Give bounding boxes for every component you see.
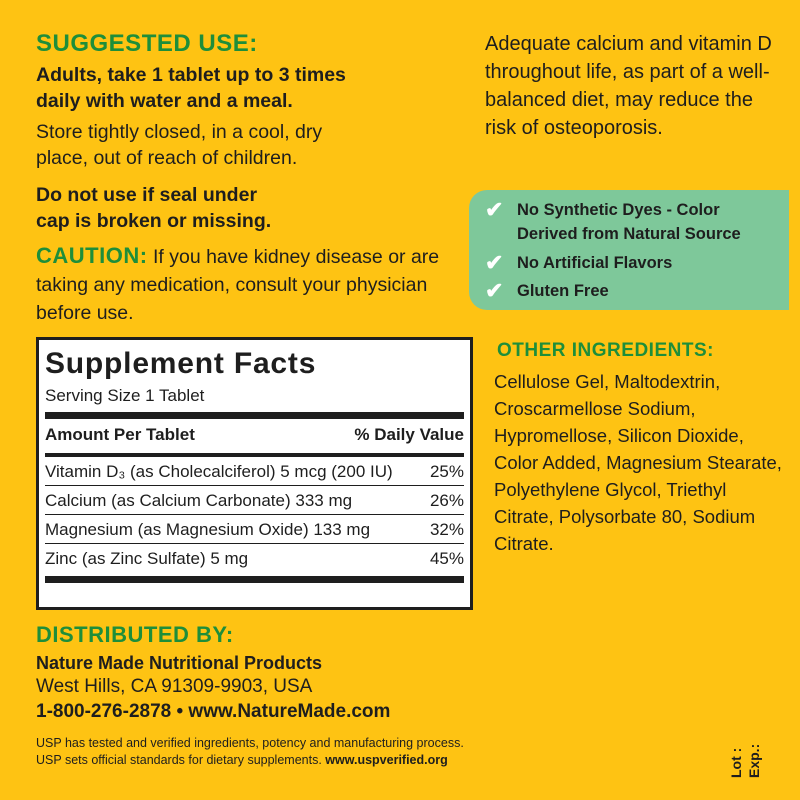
lot-label: Lot : (728, 747, 744, 778)
facts-row (45, 486, 464, 514)
nutrient-label: Vitamin D₃ (as Cholecalciferol) 5 mcg (200 IU) (45, 462, 393, 481)
usp-line-2: USP sets official standards for dietary supplements. (36, 753, 322, 767)
storage-text: Store tightly closed, in a cool, dry place, out of reach of children. (36, 121, 323, 169)
divider (45, 412, 464, 419)
claims-panel (469, 190, 789, 310)
facts-row (45, 457, 464, 485)
company-address: West Hills, CA 91309-9903, USA (36, 676, 313, 697)
nutrient-label: Magnesium (as Magnesium Oxide) 133 mg (45, 520, 371, 539)
company-name: Nature Made Nutritional Products (36, 653, 323, 673)
facts-row (45, 515, 464, 543)
caution-heading: CAUTION: (36, 243, 148, 268)
nutrient-dv: 25% (429, 462, 464, 481)
check-icon: ✔ (485, 250, 504, 275)
claim-item (485, 198, 741, 246)
company-contact: 1-800-276-2878 • www.NatureMade.com (36, 701, 391, 722)
nutrient-dv: 45% (429, 549, 464, 568)
serving-size: Serving Size 1 Tablet (45, 386, 205, 405)
claim-item (485, 279, 609, 303)
claim-item (485, 251, 672, 275)
other-ingredients-text: Cellulose Gel, Maltodextrin, Croscarmellose Sodium, Hypromellose, Silicon Dioxide, Color Added, Magnesium Stearate, Polyethylene Glycol, Triethyl Citrate, Polysorbate 80, Sodium Citrate. (494, 371, 782, 554)
nutrient-label: Zinc (as Zinc Sulfate) 5 mg (45, 549, 249, 568)
usp-statement (36, 735, 506, 769)
claim-line: No Artificial Flavors (517, 254, 673, 272)
divider (45, 576, 464, 583)
dv-header: % Daily Value (354, 425, 464, 444)
check-icon: ✔ (485, 197, 504, 222)
suggested-use-instruction: Adults, take 1 tablet up to 3 times daily with water and a meal. (36, 64, 346, 112)
usp-url: www.uspverified.org (325, 753, 448, 767)
health-claim: Adequate calcium and vitamin D throughout life, as part of a well-balanced diet, may reduce the risk of osteoporosis. (485, 33, 772, 139)
exp-label: Exp.: (746, 743, 762, 778)
caution-block (36, 242, 466, 327)
caution-text: If you have kidney disease or are taking any medication, consult your physician before use. (36, 246, 440, 324)
amount-header: Amount Per Tablet (45, 425, 195, 444)
supplement-facts-panel (36, 337, 473, 610)
claim-line: Gluten Free (517, 282, 609, 300)
check-icon: ✔ (485, 278, 504, 303)
lot-exp-area (720, 738, 780, 782)
other-ingredients-heading: OTHER INGREDIENTS: (497, 340, 714, 361)
nutrient-label: Calcium (as Calcium Carbonate) 333 mg (45, 491, 353, 510)
claim-line: No Synthetic Dyes - Color (517, 201, 720, 219)
nutrient-dv: 26% (429, 491, 464, 510)
claim-line: Derived from Natural Source (517, 225, 741, 243)
seal-warning: Do not use if seal under cap is broken or missing. (36, 184, 272, 232)
suggested-use-heading: SUGGESTED USE: (36, 30, 258, 57)
facts-row (45, 544, 464, 572)
usp-line-1: USP has tested and verified ingredients, potency and manufacturing process. (36, 736, 464, 750)
distributed-by-heading: DISTRIBUTED BY: (36, 622, 234, 647)
nutrient-dv: 32% (429, 520, 464, 539)
supplement-facts-title: Supplement Facts (45, 347, 317, 380)
facts-header-row (45, 419, 464, 453)
